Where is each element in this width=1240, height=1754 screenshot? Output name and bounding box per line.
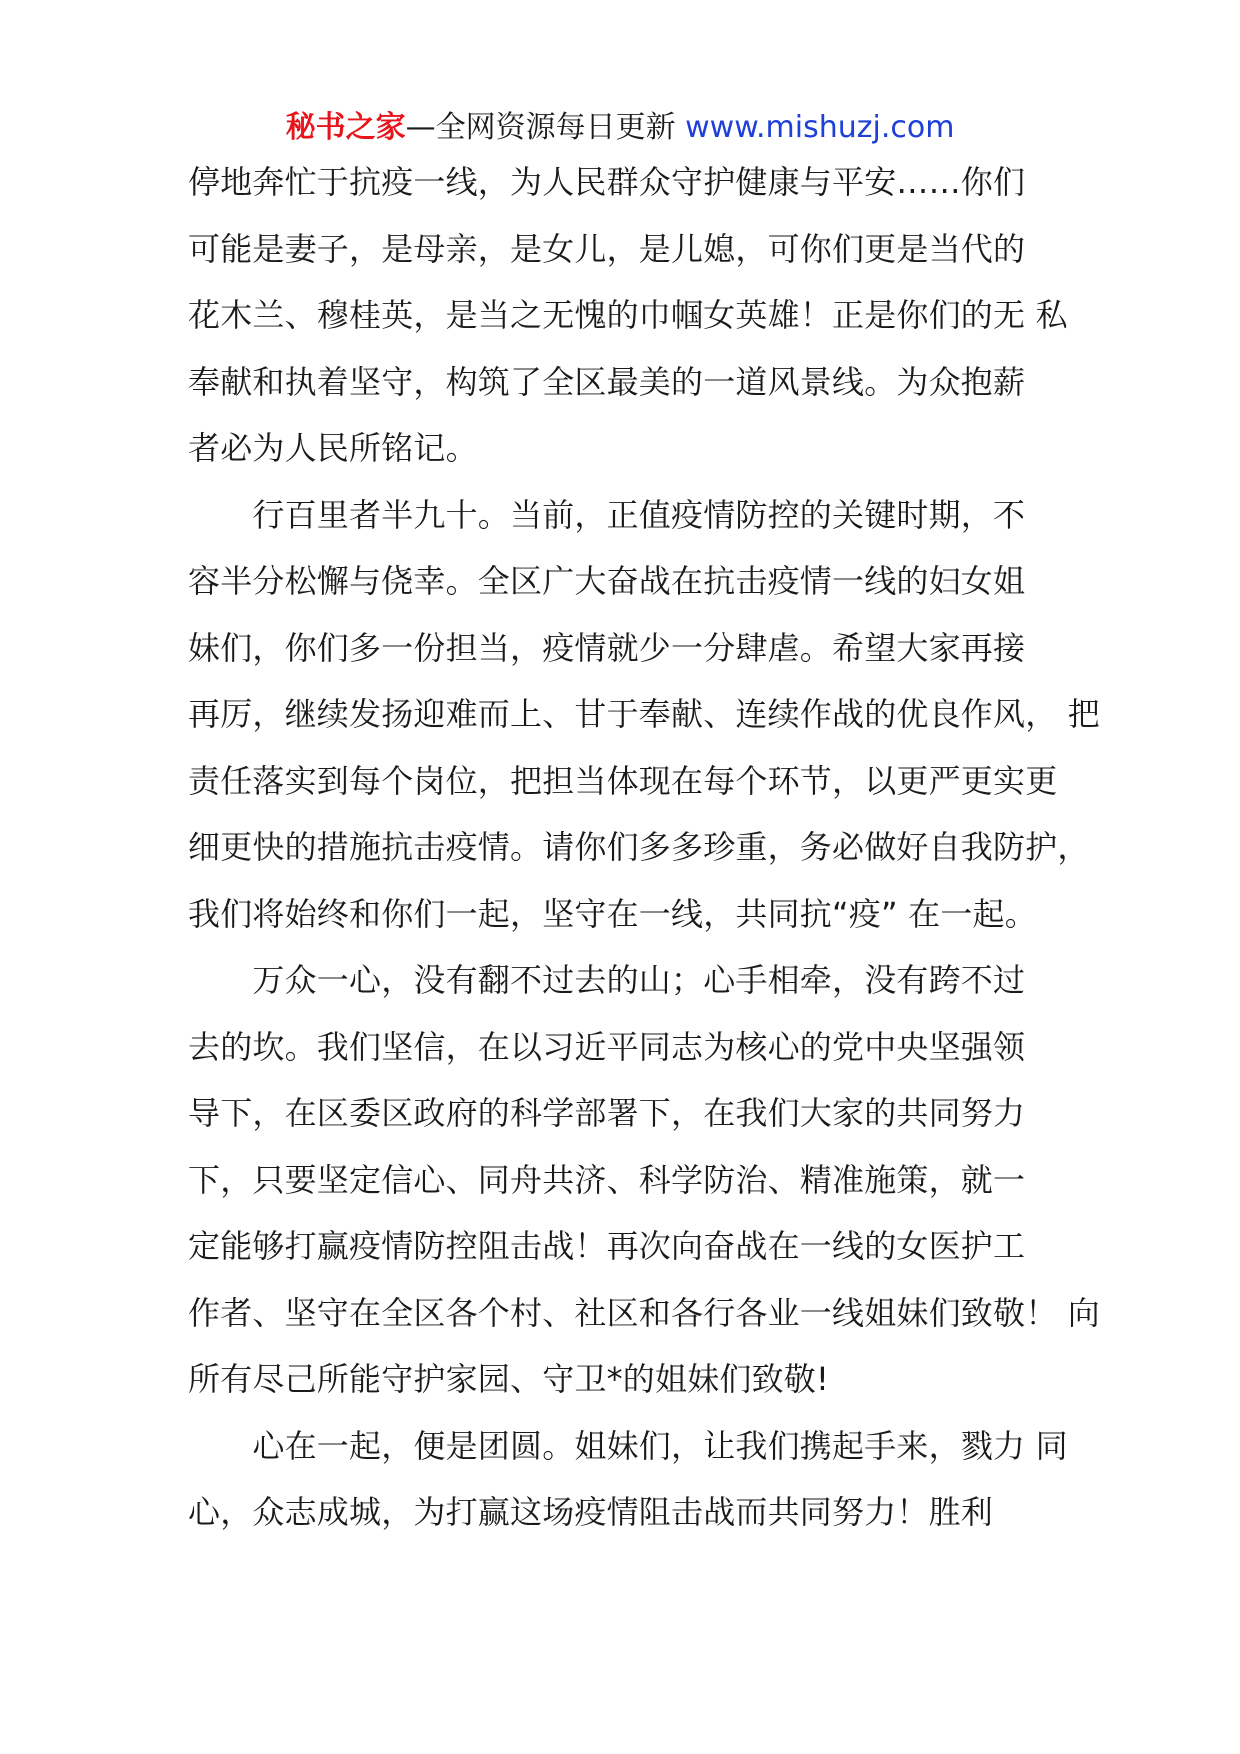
text-line: 者必为人民所铭记。 (188, 429, 478, 467)
text-line: 作者、坚守在全区各个村、社区和各行各业一线姐妹们致敬！ 向 (188, 1293, 1100, 1332)
text-line: 心，众志成城，为打赢这场疫情阻击战而共同努力！胜利 (188, 1493, 994, 1531)
text-line: 妹们，你们多一份担当，疫情就少一分肆虐。希望大家再接 (188, 628, 1026, 667)
header-url-link[interactable]: www.mishuzj.com (685, 110, 955, 145)
text-line: 所有尽己所能守护家园、守卫*的姐妹们致敬! (188, 1360, 830, 1398)
text-line: 花木兰、穆桂英，是当之无愧的巾帼女英雄！正是你们的无 私 (188, 296, 1068, 334)
text-line: 导下，在区委区政府的科学部署下，在我们大家的共同努力 (188, 1094, 1026, 1132)
text-line: 停地奔忙于抗疫一线，为人民群众守护健康与平安……你们 (188, 163, 1026, 201)
site-header (0, 108, 1240, 148)
text-line: 再厉，继续发扬迎难而上、甘于奉献、连续作战的优良作风， 把 (188, 695, 1100, 733)
text-line: 心在一起，便是团圆。姐妹们，让我们携起手来，戮力 同 (188, 1426, 1068, 1465)
text-line: 我们将始终和你们一起，坚守在一线，共同抗“疫” 在一起。 (188, 894, 1037, 933)
header-tagline: —全网资源每日更新 (405, 110, 686, 145)
text-line: 行百里者半九十。当前，正值疫情防控的关键时期，不 (188, 495, 1026, 534)
text-line: 去的坎。我们坚信，在以习近平同志为核心的党中央坚强领 (188, 1027, 1026, 1066)
text-line: 定能够打赢疫情防控阻击战！再次向奋战在一线的女医护工 (188, 1227, 1026, 1265)
text-line: 责任落实到每个岗位，把担当体现在每个环节，以更严更实更 (188, 761, 1058, 800)
text-line: 奉献和执着坚守，构筑了全区最美的一道风景线。为众抱薪 (188, 362, 1026, 401)
text-line: 容半分松懈与侥幸。全区广大奋战在抗击疫情一线的妇女姐 (188, 562, 1026, 600)
text-line: 可能是妻子，是母亲，是女儿，是儿媳，可你们更是当代的 (188, 229, 1026, 268)
text-line: 万众一心，没有翻不过去的山；心手相牵，没有跨不过 (188, 961, 1026, 999)
text-line: 下，只要坚定信心、同舟共济、科学防治、精准施策，就一 (188, 1160, 1026, 1199)
header-brand: 秘书之家 (285, 110, 406, 145)
document-body (188, 160, 1100, 1557)
text-line: 细更快的措施抗击疫情。请你们多多珍重，务必做好自我防护， (188, 828, 1090, 866)
